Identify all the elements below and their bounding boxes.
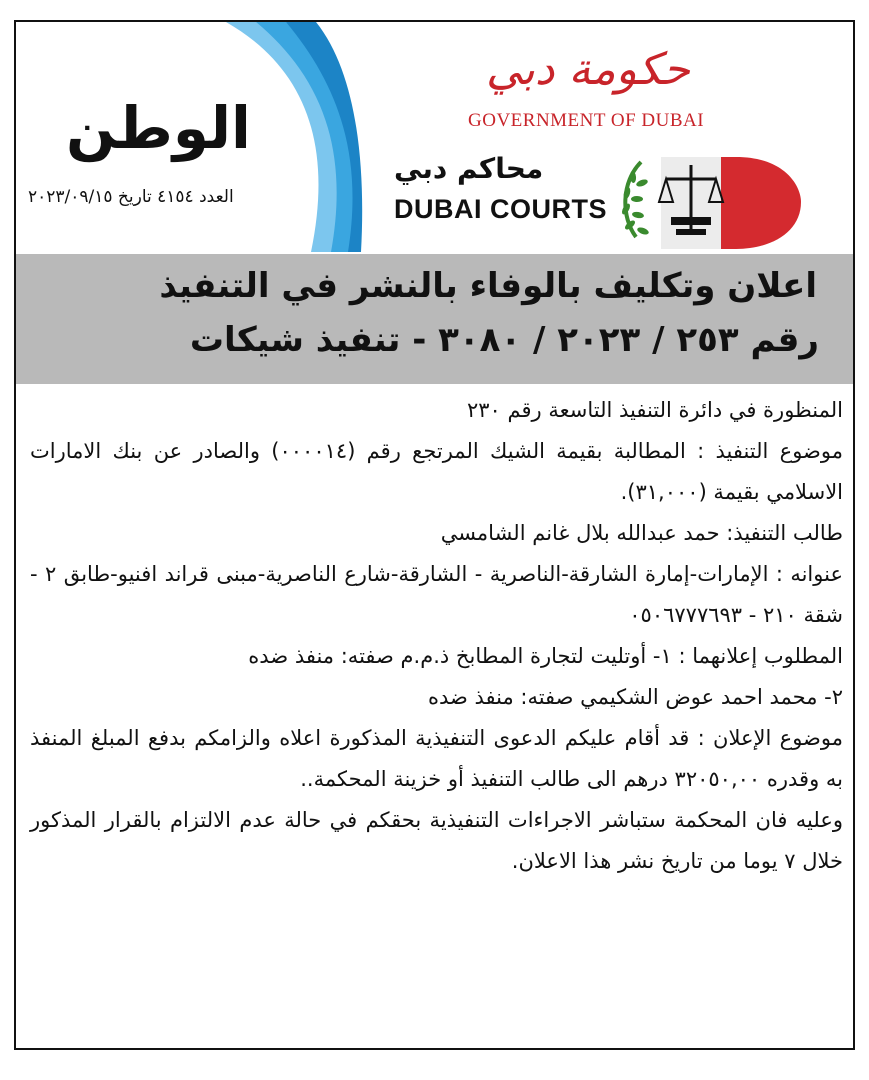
body-paragraph: المطلوب إعلانهما : ١- أوتليت لتجارة المطابخ ذ.م.م صفته: منفذ ضده bbox=[248, 644, 843, 668]
courts-english-title: DUBAI COURTS bbox=[394, 194, 607, 224]
body-paragraph: طالب التنفيذ: حمد عبدالله بلال غانم الشامسي bbox=[440, 521, 843, 545]
body-paragraph: موضوع الإعلان : قد أقام عليكم الدعوى التنفيذية المذكورة اعلاه والزامكم بدفع المبلغ المنفذ به وقدره ٣٢٠٥٠,٠٠ درهم الى طالب التنفيذ أو خزينة المحكمة.. bbox=[30, 726, 843, 791]
courts-emblem-icon bbox=[616, 137, 806, 252]
announcement-body bbox=[30, 390, 843, 882]
heading-banner bbox=[16, 254, 853, 384]
government-english-title: GOVERNMENT OF DUBAI bbox=[468, 110, 705, 131]
announcement-frame bbox=[14, 20, 855, 1050]
heading-line-2: رقم ٢٥٣ / ٢٠٢٣ / ٣٠٨٠ - تنفيذ شيكات bbox=[189, 320, 819, 360]
header bbox=[16, 22, 853, 252]
body-paragraph: وعليه فان المحكمة ستباشر الاجراءات التنفيذية بحقكم في حالة عدم الالتزام بالقرار المذكور خلال ٧ يوما من تاريخ نشر هذا الاعلان. bbox=[30, 808, 843, 873]
body-paragraph: المنظورة في دائرة التنفيذ التاسعة رقم ٢٣٠ bbox=[467, 398, 843, 422]
newspaper-logo: الوطن bbox=[66, 94, 251, 162]
body-paragraph: موضوع التنفيذ : المطالبة بقيمة الشيك المرتجع رقم (٠٠٠٠١٤) والصادر عن بنك الامارات الاسلامي بقيمة (٣١,٠٠٠). bbox=[30, 439, 843, 504]
body-paragraph: ٢- محمد احمد عوض الشكيمي صفته: منفذ ضده bbox=[427, 685, 843, 709]
issue-date: العدد ٤١٥٤ تاريخ ٢٠٢٣/٠٩/١٥ bbox=[28, 187, 234, 207]
courts-arabic-title: محاكم دبي bbox=[394, 152, 544, 185]
heading-line-1: اعلان وتكليف بالوفاء بالنشر في التنفيذ bbox=[159, 266, 817, 306]
government-arabic-title: حكومة دبي bbox=[486, 44, 690, 95]
body-paragraph: عنوانه : الإمارات-إمارة الشارقة-الناصرية - الشارقة-شارع الناصرية-مبنى قراند افنيو-طابق ٢ - شقة ٢١٠ - ٠٥٠٦٧٧٧٦٩٣ bbox=[30, 562, 843, 627]
